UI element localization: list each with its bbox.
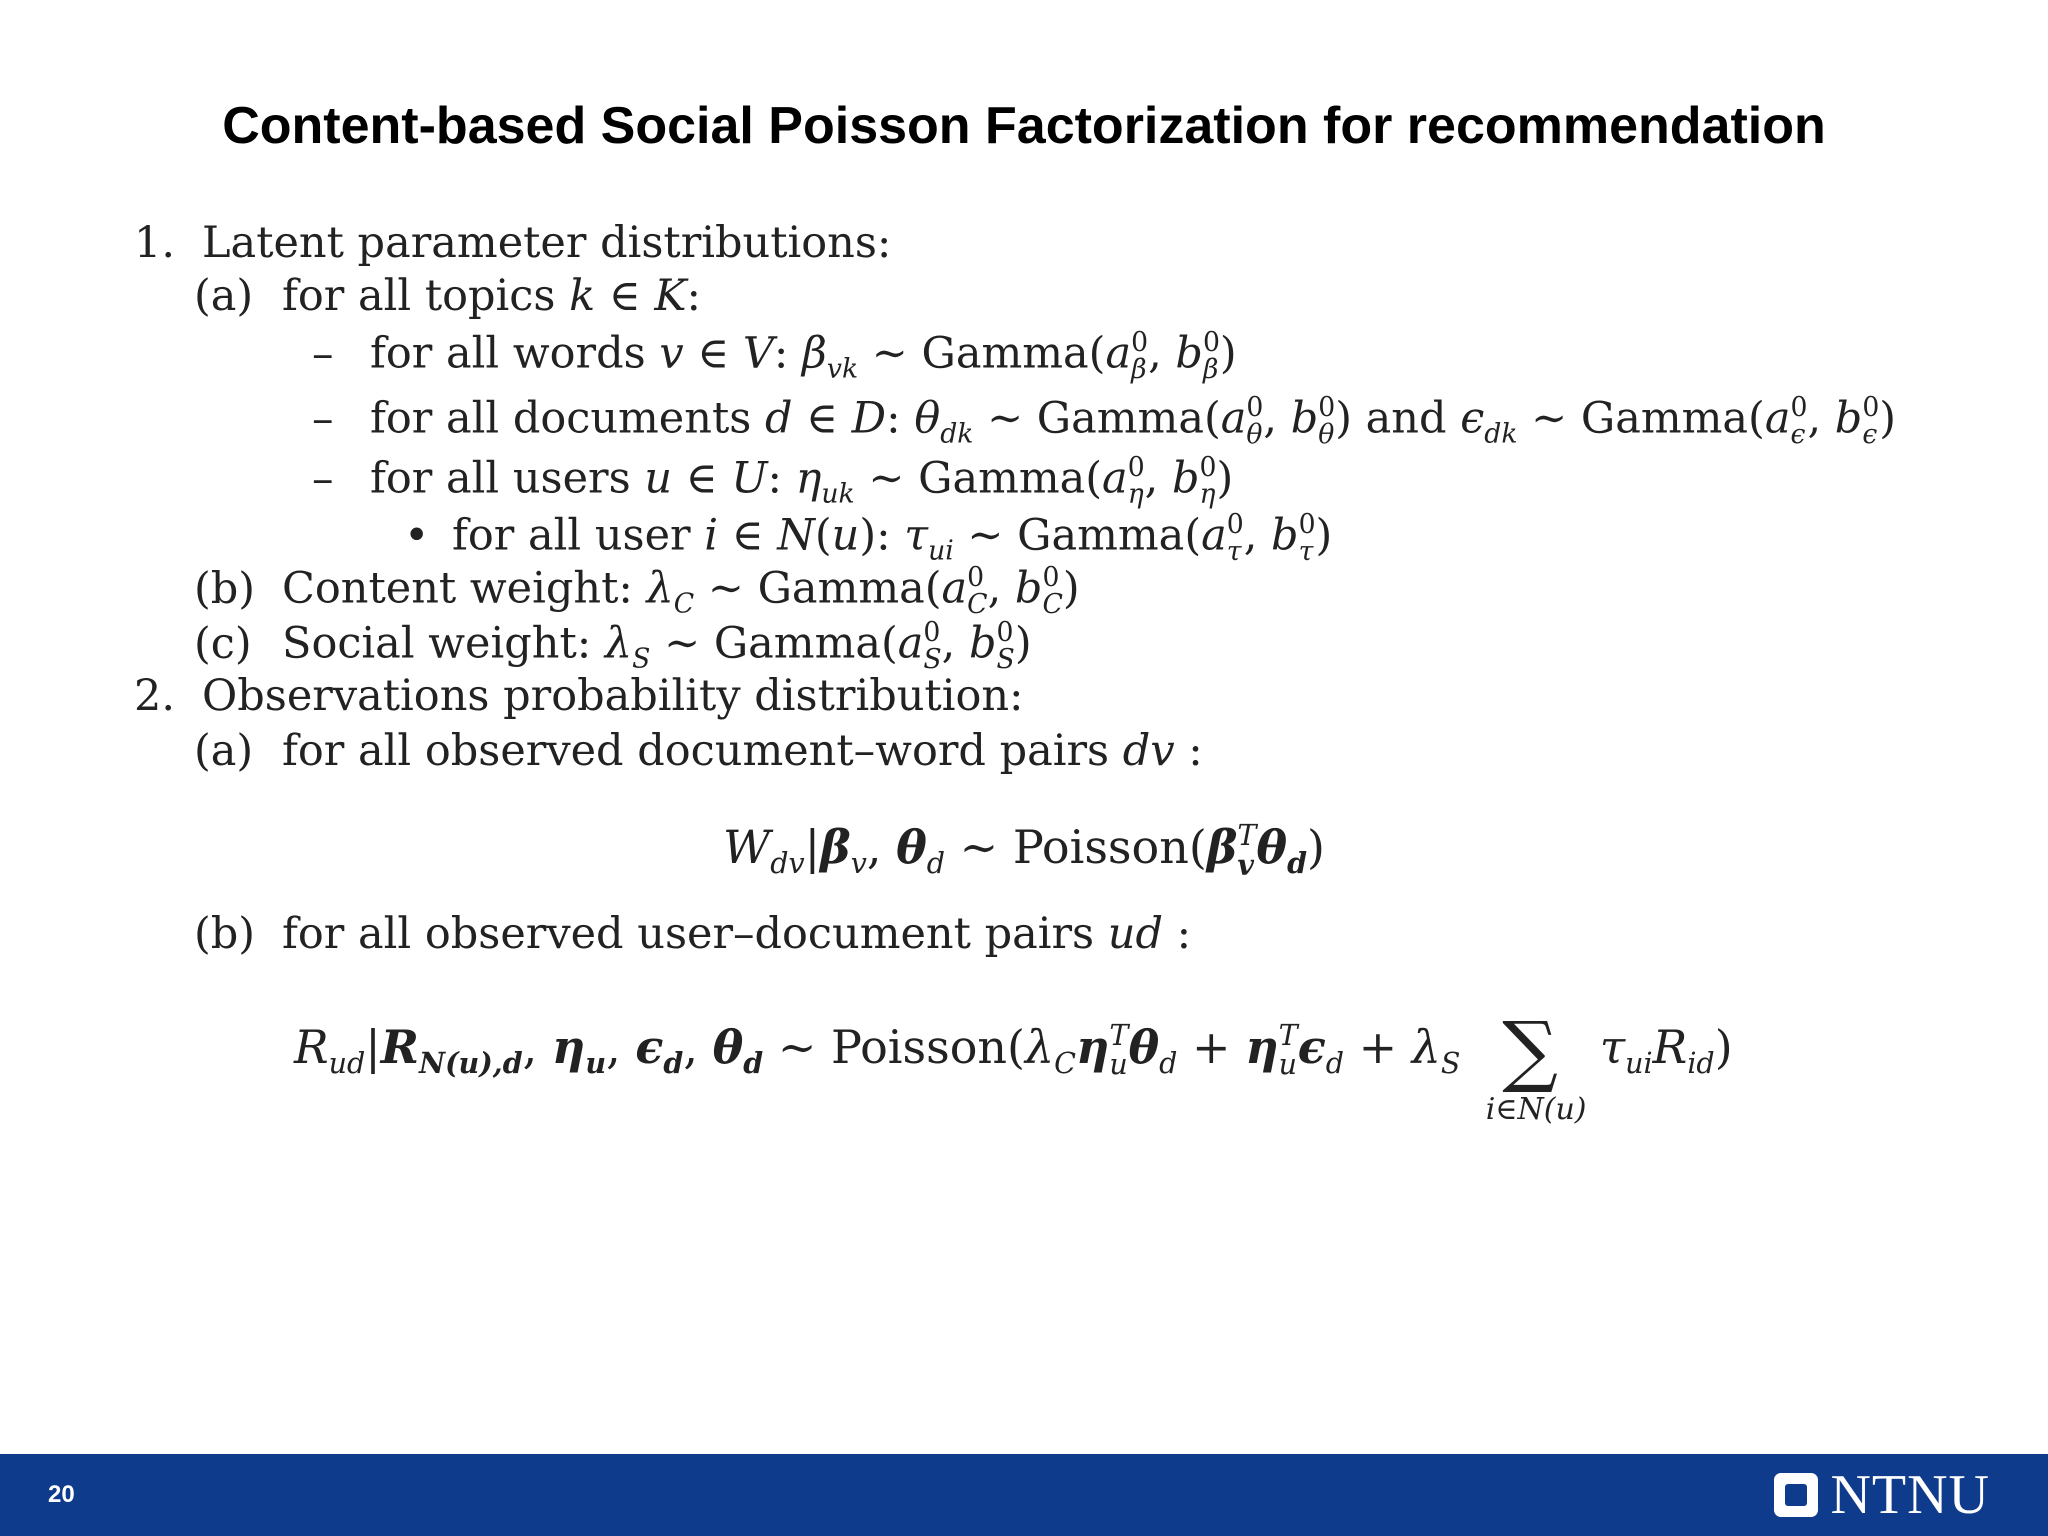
gamma-label-lambda-s: Gamma bbox=[713, 618, 881, 669]
item-2b-label: (b) bbox=[194, 909, 256, 959]
item-1a-topics: (a) for all topics k ∈ K: bbox=[194, 271, 701, 321]
gamma-label-lambda-c: Gamma bbox=[757, 563, 925, 614]
item-1a-text: for all topics bbox=[282, 271, 556, 321]
gamma-label-tau: Gamma bbox=[1017, 510, 1185, 561]
documents-text: for all documents bbox=[370, 393, 752, 444]
gamma-label-epsilon: Gamma bbox=[1580, 393, 1749, 444]
equation-rating: $R_{ud}|R_{N(u),d}$, $\eta_u$, $\epsilon_d$, $\theta_d$ ∼ $Poisson(\lambda_C\eta$ T u $\theta_d + \eta$ T u $\epsilon_d + \lambda_S$ ∑ i∈N(u) $\tau_{ui}R_{id}$) bbox=[294, 1006, 1733, 1127]
section-2-number: 2. bbox=[134, 671, 176, 721]
page-number: 20 bbox=[48, 1481, 75, 1508]
item-1b-text: Content weight: bbox=[282, 563, 633, 614]
gamma-label-theta: Gamma bbox=[1036, 393, 1204, 444]
item-2b-var: ud bbox=[1107, 909, 1164, 959]
poisson-label-2: Poisson bbox=[831, 1020, 1008, 1074]
section-1-number: 1. bbox=[134, 218, 176, 268]
ntnu-logo bbox=[1774, 1464, 1990, 1526]
poisson-label-1: Poisson bbox=[1012, 820, 1189, 874]
item-2b: (b) for all observed user–document pairs ud : bbox=[194, 909, 1192, 959]
item-1b-content-weight: (b) Content weight: $\lambda_C$ ∼ Gamma(a 0 C , b 0 C ) bbox=[194, 562, 1080, 620]
section-1-heading bbox=[134, 218, 892, 268]
section-1-heading-text: Latent parameter distributions: bbox=[202, 218, 892, 268]
section-2-heading bbox=[134, 671, 1024, 721]
equation-word-count: $W_{dv}|\beta_v$, $\theta_d$ ∼ Poisson(β T $v\theta_d$) bbox=[723, 818, 1325, 882]
bullet-icon: • bbox=[404, 510, 430, 561]
item-2a-text: for all observed document–word pairs bbox=[282, 726, 1110, 776]
ntnu-logo-text: NTNU bbox=[1830, 1464, 1990, 1526]
item-1c-label: (c) bbox=[194, 618, 252, 669]
user-i-distribution: • for all user i ∈ N(u): $\tau_{ui}$ ∼ Gamma(a 0 τ , b 0 τ ) bbox=[404, 509, 1333, 567]
item-1c-social-weight: (c) Social weight: $\lambda_S$ ∼ Gamma(a 0 S , b 0 S ) bbox=[194, 617, 1032, 675]
gamma-label-eta: Gamma bbox=[918, 453, 1086, 504]
summation-symbol: ∑ i∈N(u) bbox=[1475, 1012, 1585, 1090]
section-2-heading-text: Observations probability distribution: bbox=[202, 671, 1024, 721]
item-1b-label: (b) bbox=[194, 563, 256, 614]
words-distribution: – for all words v ∈ V: $\beta_{vk}$ ∼ Gamma(a 0 β , b 0 β ) bbox=[312, 327, 1237, 385]
item-1c-text: Social weight: bbox=[282, 618, 592, 669]
summation-subscript: i∈N(u) bbox=[1485, 1092, 1587, 1127]
documents-distribution: – for all documents d ∈ D: $\theta_{dk}$ ∼ Gamma(a 0 θ , b 0 θ ) and $\epsilon_{dk}$ ∼ Gamma(a 0 ϵ , b 0 ϵ ) bbox=[312, 392, 1897, 450]
ntnu-logo-icon bbox=[1774, 1473, 1818, 1517]
item-1a-label: (a) bbox=[194, 271, 254, 321]
users-distribution: – for all users u ∈ U: $\eta_{uk}$ ∼ Gamma(a 0 η , b 0 η ) bbox=[312, 452, 1234, 510]
gamma-label-beta: Gamma bbox=[921, 328, 1089, 379]
slide-title: Content-based Social Poisson Factorization for recommendation bbox=[222, 97, 1826, 155]
and-text: and bbox=[1365, 393, 1447, 444]
footer-bar bbox=[0, 1454, 2048, 1536]
user-i-text: for all user bbox=[452, 510, 691, 561]
users-text: for all users bbox=[370, 453, 631, 504]
item-2a-var: dv bbox=[1122, 726, 1175, 776]
item-2a-label: (a) bbox=[194, 726, 254, 776]
item-2b-text: for all observed user–document pairs bbox=[282, 909, 1095, 959]
words-text: for all words bbox=[370, 328, 646, 379]
item-2a: (a) for all observed document–word pairs dv : bbox=[194, 726, 1203, 776]
